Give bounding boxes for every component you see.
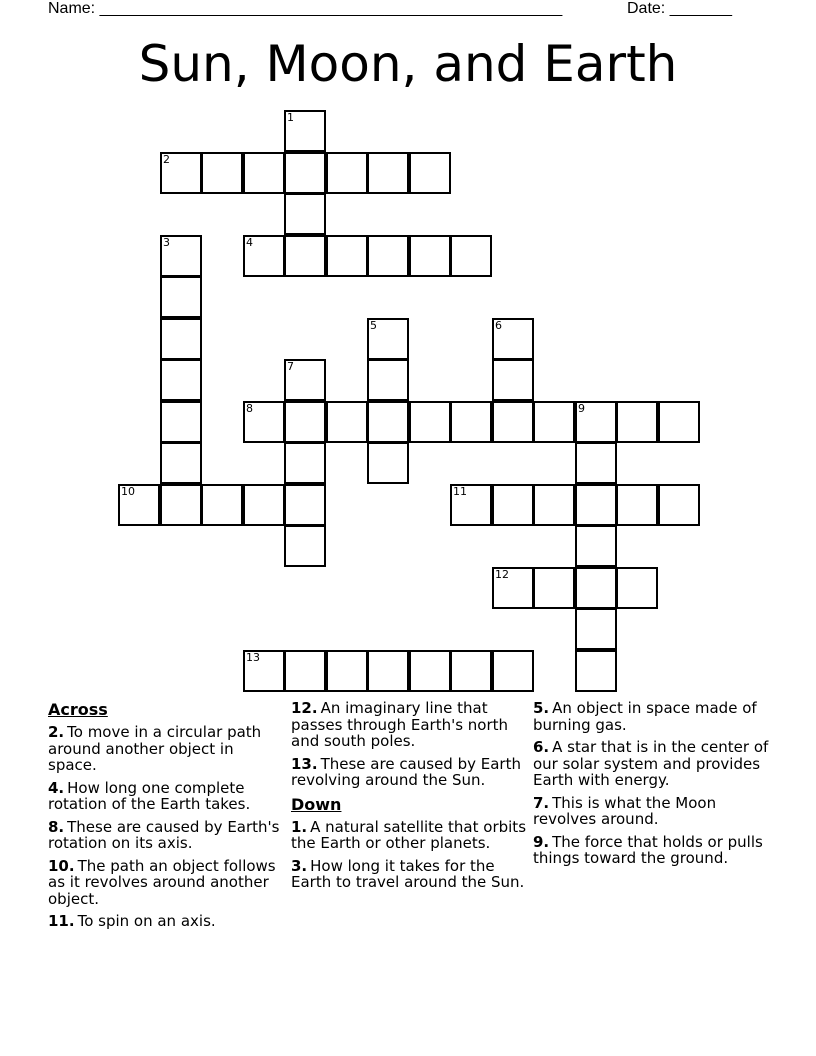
name-field: Name: ____________________________________________________ <box>48 0 563 17</box>
grid-cell[interactable] <box>450 650 492 692</box>
across-heading: Across <box>48 700 108 719</box>
grid-cell[interactable] <box>326 650 368 692</box>
cell-number: 10 <box>121 485 135 498</box>
across-clue-8 <box>48 819 284 852</box>
grid-cell[interactable] <box>284 152 326 194</box>
grid-cell[interactable] <box>284 484 326 526</box>
grid-cell[interactable] <box>284 359 326 401</box>
grid-cell[interactable] <box>367 235 409 277</box>
grid-cell[interactable] <box>160 442 202 484</box>
grid-cell[interactable] <box>409 401 451 443</box>
grid-cell[interactable] <box>284 442 326 484</box>
grid-cell[interactable] <box>118 484 160 526</box>
clue-text: A star that is in the center of our solar system and provides Earth with energy. <box>533 738 769 789</box>
across-clue-4 <box>48 780 284 813</box>
grid-cell[interactable] <box>367 318 409 360</box>
clue-number: 1. <box>291 817 308 836</box>
grid-cell[interactable] <box>284 193 326 235</box>
grid-cell[interactable] <box>284 650 326 692</box>
clue-number: 9. <box>533 832 550 851</box>
grid-cell[interactable] <box>616 567 658 609</box>
grid-cell[interactable] <box>533 401 575 443</box>
grid-cell[interactable] <box>160 318 202 360</box>
grid-cell[interactable] <box>658 401 700 443</box>
clue-text: These are caused by Earth's rotation on its axis. <box>48 817 280 852</box>
grid-cell[interactable] <box>492 401 534 443</box>
grid-cell[interactable] <box>367 152 409 194</box>
clue-text: The path an object follows as it revolves around another object. <box>48 856 276 908</box>
grid-cell[interactable] <box>367 359 409 401</box>
grid-cell[interactable] <box>658 484 700 526</box>
cell-number: 8 <box>246 402 253 415</box>
clue-text: How long one complete rotation of the Earth takes. <box>48 778 251 813</box>
clue-text: An imaginary line that passes through Earth's north and south poles. <box>291 699 509 750</box>
down-clue-1 <box>291 819 527 852</box>
down-clue-6 <box>533 739 769 789</box>
grid-cell[interactable] <box>409 235 451 277</box>
grid-cell[interactable] <box>575 442 617 484</box>
grid-cell[interactable] <box>160 235 202 277</box>
grid-cell[interactable] <box>575 484 617 526</box>
grid-cell[interactable] <box>492 650 534 692</box>
clue-number: 12. <box>291 699 318 717</box>
cell-number: 6 <box>495 319 502 332</box>
grid-cell[interactable] <box>367 650 409 692</box>
grid-cell[interactable] <box>492 359 534 401</box>
clue-text: These are caused by Earth revolving around the Sun. <box>291 754 521 789</box>
grid-cell[interactable] <box>243 650 285 692</box>
cell-number: 5 <box>370 319 377 332</box>
grid-cell[interactable] <box>160 276 202 318</box>
clue-number: 4. <box>48 778 65 797</box>
cell-number: 3 <box>163 236 170 249</box>
grid-cell[interactable] <box>160 359 202 401</box>
down-clue-7 <box>533 795 769 828</box>
grid-cell[interactable] <box>575 650 617 692</box>
across-clue-2 <box>48 724 284 774</box>
cell-number: 1 <box>287 111 294 124</box>
grid-cell[interactable] <box>450 484 492 526</box>
grid-cell[interactable] <box>326 401 368 443</box>
grid-cell[interactable] <box>367 401 409 443</box>
grid-cell[interactable] <box>409 650 451 692</box>
cell-number: 11 <box>453 485 467 498</box>
clue-number: 5. <box>533 699 550 717</box>
grid-cell[interactable] <box>243 235 285 277</box>
clue-number: 6. <box>533 738 550 756</box>
cell-number: 7 <box>287 360 294 373</box>
clues-column-3 <box>533 700 769 873</box>
across-clue-13 <box>291 756 527 789</box>
grid-cell[interactable] <box>243 152 285 194</box>
cell-number: 2 <box>163 153 170 166</box>
across-clue-10 <box>48 858 284 908</box>
grid-cell[interactable] <box>284 110 326 152</box>
down-clue-9 <box>533 834 769 867</box>
grid-cell[interactable] <box>367 442 409 484</box>
grid-cell[interactable] <box>201 484 243 526</box>
cell-number: 9 <box>578 402 585 415</box>
grid-cell[interactable] <box>243 401 285 443</box>
grid-cell[interactable] <box>492 484 534 526</box>
clue-number: 8. <box>48 817 65 836</box>
clue-number: 11. <box>48 912 75 930</box>
clue-text: An object in space made of burning gas. <box>533 699 757 734</box>
clue-text: A natural satellite that orbits the Earth or other planets. <box>291 817 527 852</box>
cell-number: 4 <box>246 236 253 249</box>
clue-number: 10. <box>48 856 75 875</box>
clue-number: 7. <box>533 793 550 812</box>
grid-cell[interactable] <box>243 484 285 526</box>
grid-cell[interactable] <box>284 401 326 443</box>
clue-text: To move in a circular path around another object in space. <box>48 723 262 774</box>
grid-cell[interactable] <box>575 608 617 650</box>
down-heading: Down <box>291 794 342 814</box>
clue-text: How long it takes for the Earth to travel around the Sun. <box>291 856 525 891</box>
clue-text: This is what the Moon revolves around. <box>533 793 717 828</box>
clues-column-1 <box>48 700 284 936</box>
grid-cell[interactable] <box>409 152 451 194</box>
grid-cell[interactable] <box>201 152 243 194</box>
down-clue-3 <box>291 858 527 891</box>
grid-cell[interactable] <box>533 484 575 526</box>
grid-cell[interactable] <box>533 567 575 609</box>
clue-number: 13. <box>291 754 318 773</box>
across-clue-11 <box>48 913 284 930</box>
grid-cell[interactable] <box>450 235 492 277</box>
grid-cell[interactable] <box>492 567 534 609</box>
clue-text: The force that holds or pulls things toward the ground. <box>533 832 763 867</box>
grid-cell[interactable] <box>616 401 658 443</box>
page-title: Sun, Moon, and Earth <box>138 35 678 93</box>
cell-number: 12 <box>495 568 509 581</box>
grid-cell[interactable] <box>575 401 617 443</box>
grid-cell[interactable] <box>284 525 326 567</box>
down-clue-5 <box>533 700 769 733</box>
clues-column-2 <box>291 700 527 897</box>
grid-cell[interactable] <box>450 401 492 443</box>
grid-cell[interactable] <box>284 235 326 277</box>
grid-cell[interactable] <box>326 235 368 277</box>
clue-number: 3. <box>291 856 308 875</box>
clue-number: 2. <box>48 723 65 741</box>
grid-cell[interactable] <box>160 401 202 443</box>
grid-cell[interactable] <box>575 525 617 567</box>
grid-cell[interactable] <box>160 484 202 526</box>
cell-number: 13 <box>246 651 260 664</box>
grid-cell[interactable] <box>575 567 617 609</box>
grid-cell[interactable] <box>616 484 658 526</box>
grid-cell[interactable] <box>160 152 202 194</box>
date-field: Date: _______ <box>627 0 732 17</box>
clue-text: To spin on an axis. <box>77 912 216 930</box>
grid-cell[interactable] <box>326 152 368 194</box>
grid-cell[interactable] <box>492 318 534 360</box>
across-clue-12 <box>291 700 527 750</box>
